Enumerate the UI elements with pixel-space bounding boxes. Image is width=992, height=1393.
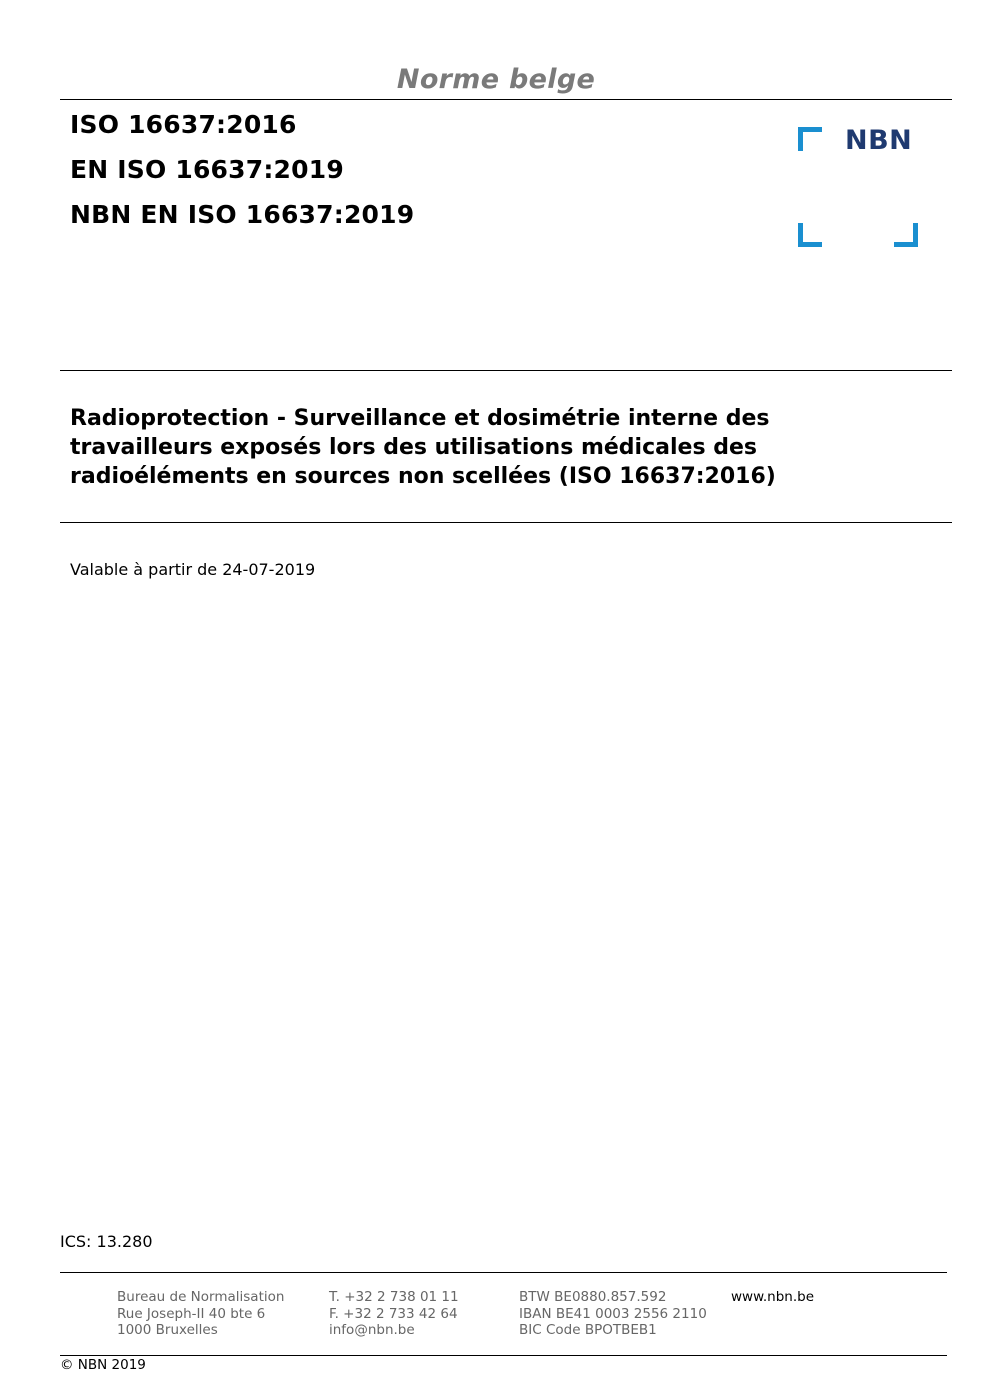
iso-standard-code: ISO 16637:2016	[70, 110, 297, 139]
title-line: travailleurs exposés lors des utilisations médicales des	[70, 435, 757, 460]
footer-top-divider	[60, 1272, 947, 1273]
logo-text: NBN	[845, 125, 913, 156]
footer-address-line: Bureau de Normalisation	[117, 1289, 285, 1305]
footer-bic: BIC Code BPOTBEB1	[519, 1322, 657, 1338]
title-top-divider	[60, 370, 952, 371]
top-divider	[60, 99, 952, 100]
footer-bottom-divider	[60, 1355, 947, 1356]
nbn-logo	[797, 126, 921, 248]
validity-date: Valable à partir de 24-07-2019	[70, 560, 316, 579]
ics-code: ICS: 13.280	[60, 1232, 153, 1251]
footer-phone: T. +32 2 738 01 11	[329, 1289, 459, 1305]
footer-iban: IBAN BE41 0003 2556 2110	[519, 1305, 707, 1322]
footer-contact	[329, 1289, 459, 1339]
title-line: radioéléments en sources non scellées (ISO 16637:2016)	[70, 464, 776, 489]
footer-address	[117, 1289, 284, 1339]
footer-vat: BTW BE0880.857.592	[519, 1289, 667, 1305]
footer-address-line: 1000 Bruxelles	[117, 1322, 218, 1338]
document-type-label: Norme belge	[396, 64, 596, 95]
footer-bank-details	[519, 1289, 707, 1339]
footer-website-link[interactable]: www.nbn.be	[731, 1289, 815, 1305]
copyright-notice: © NBN 2019	[60, 1357, 146, 1373]
footer-email-link[interactable]: info@nbn.be	[329, 1322, 415, 1338]
title-bottom-divider	[60, 522, 952, 523]
document-title	[70, 404, 930, 491]
footer-address-line: Rue Joseph-II 40 bte 6	[117, 1305, 266, 1322]
en-standard-code: EN ISO 16637:2019	[70, 155, 344, 184]
footer-fax: F. +32 2 733 42 64	[329, 1305, 458, 1322]
nbn-standard-code: NBN EN ISO 16637:2019	[70, 200, 415, 229]
title-line: Radioprotection - Surveillance et dosimétrie interne des	[70, 406, 770, 431]
